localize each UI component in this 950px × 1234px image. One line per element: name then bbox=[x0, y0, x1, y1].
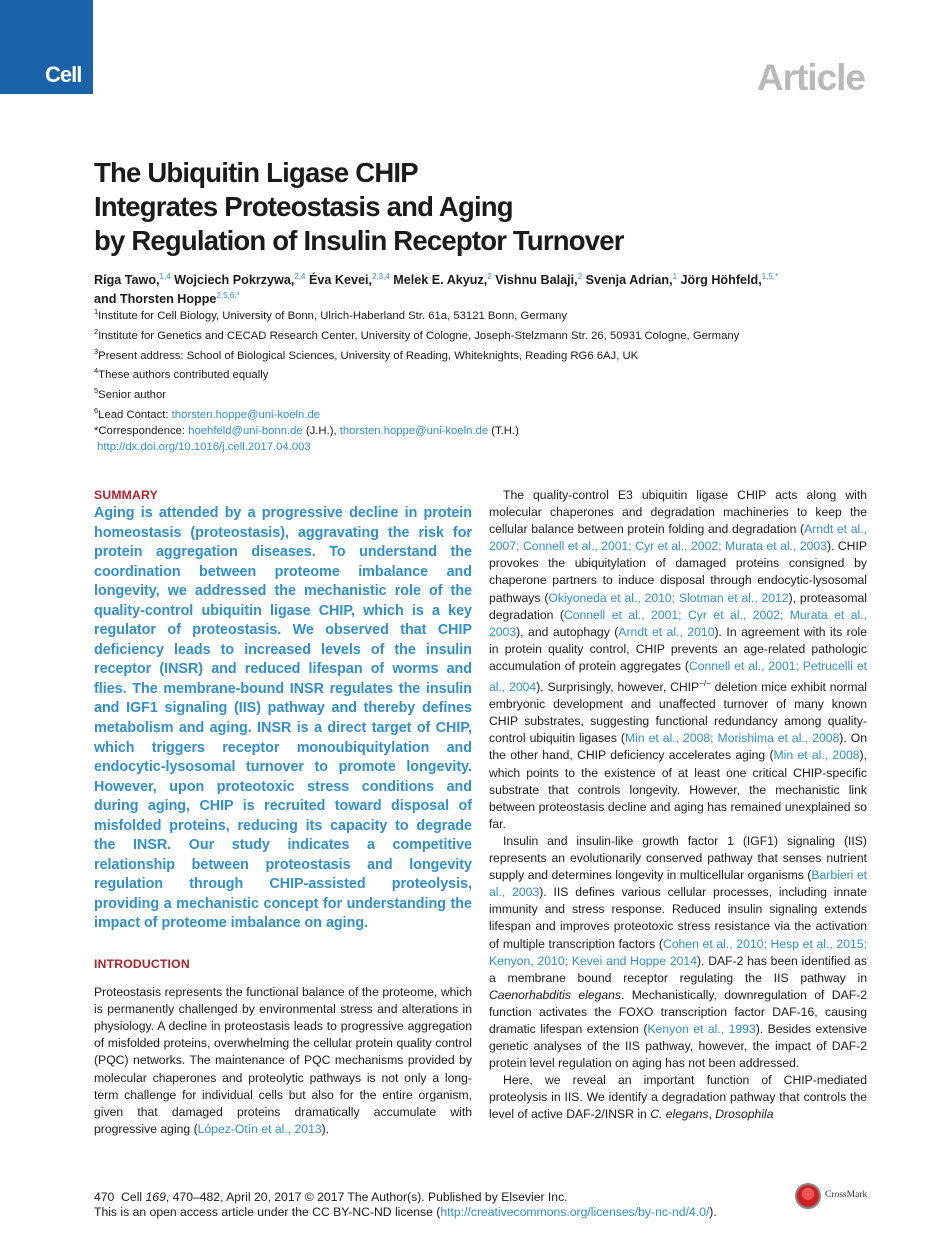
body-paragraph bbox=[489, 487, 867, 833]
author-affil-ref[interactable]: 2,3,4 bbox=[371, 272, 390, 281]
body-text: deletion mice exhibit normal embryonic development and unaffected turnover of many known CHIP substrates, suggesting functional redundancy among quality-control ubiquitin ligases ( bbox=[489, 680, 867, 746]
lead-contact-line bbox=[94, 403, 874, 423]
author-affil-ref[interactable]: 2 bbox=[487, 272, 492, 281]
summary-text: Aging is attended by a progressive decline in protein homeostasis (proteostasis), aggravating the risk for protein aggregation diseases. To understand the coordination between proteome imbalance and longevity, we addressed the mechanistic role of the quality-control ubiquitin ligase CHIP, which is a key regulator of proteostasis. We observed that CHIP deficiency leads to increased levels of the insulin receptor (INSR) and reduced lifespan of worms and flies. The membrane-bound INSR regulates the insulin and IGF1 signaling (IIS) pathway and thereby defines metabolism and aging. INSR is a direct target of CHIP, which triggers receptor monoubiquitylation and endocytic-lysosomal turnover to promote longevity. However, upon proteotoxic stress conditions and during aging, CHIP is recruited toward disposal of misfolded proteins, reducing its capacity to degrade the INSR. Our study indicates a competitive relationship between proteostasis and longevity regulation through CHIP-assisted proteolysis, providing a mechanistic concept for understanding the impact of proteome imbalance on aging. bbox=[94, 505, 472, 932]
superscript: −/− bbox=[699, 679, 711, 689]
page-footer bbox=[94, 1190, 794, 1220]
summary-heading: SUMMARY bbox=[94, 488, 158, 502]
author-name: and Thorsten Hoppe bbox=[94, 292, 217, 307]
body-text: Proteostasis represents the functional balance of the proteome, which is permanently challenged by environmental stress and alterations in physiology. A decline in proteostasis leads to progressive aggregation of misfolded proteins, overwhelming the cellular protein quality control (PQC) networks. The maintenance of PQC mechanisms provided by molecular chaperones and proteolytic pathways is not only a long-term challenge for individual cells but also for the entire organism, given that damaged proteins dramatically accumulate with progressive aging ( bbox=[94, 985, 472, 1136]
body-text: ), proteasomal degradation ( bbox=[489, 590, 868, 622]
author-name: Riga Tawo, bbox=[94, 273, 160, 288]
author-affil-ref[interactable]: 1,4 bbox=[159, 272, 171, 281]
body-text: ). Surprisingly, however, CHIP bbox=[536, 680, 700, 695]
affil-number: 3 bbox=[94, 346, 99, 356]
crossmark-badge[interactable] bbox=[795, 1182, 875, 1212]
correspondence-initials: (T.H.) bbox=[488, 424, 519, 437]
affil-number: 4 bbox=[94, 366, 99, 376]
author-affil-ref[interactable]: 2 bbox=[577, 272, 583, 281]
affiliation-line bbox=[94, 363, 874, 383]
affil-number: 2 bbox=[94, 326, 99, 336]
citation-link[interactable]: Okiyoneda et al., 2010; Slotman et al., 2012 bbox=[548, 590, 789, 605]
citation-link[interactable]: Cohen et al., 2010; Hesp et al., 2015; Kenyon, 2010; Kevei and Hoppe 2014 bbox=[489, 936, 867, 968]
introduction-paragraph bbox=[94, 984, 472, 1138]
correspondence-email-link[interactable]: hoehfeld@uni-bonn.de bbox=[188, 424, 303, 437]
lead-contact-email-link[interactable]: thorsten.hoppe@uni-koeln.de bbox=[171, 408, 321, 421]
affil-text: These authors contributed equally bbox=[98, 369, 269, 382]
affil-text: Institute for Cell Biology, University of Bonn, Ulrich-Haberland Str. 61a, 53121 Bonn, Germany bbox=[98, 309, 568, 322]
author-name: Jörg Höhfeld, bbox=[680, 273, 762, 288]
left-column bbox=[94, 487, 472, 1138]
license-link[interactable]: http://creativecommons.org/licenses/by-nc-nd/4.0/ bbox=[440, 1205, 710, 1219]
author-affil-ref[interactable]: 1 bbox=[672, 272, 678, 281]
body-text: Here, we reveal an important function of CHIP-mediated proteolysis in IIS. We identify a degradation pathway that controls the level of active DAF-2/INSR in bbox=[489, 1073, 867, 1122]
affiliation-line bbox=[94, 383, 874, 403]
author-name: Wojciech Pokrzywa, bbox=[174, 273, 295, 288]
correspondence-line bbox=[94, 423, 874, 439]
author-name: Melek E. Akyuz, bbox=[393, 273, 488, 288]
citation-link[interactable]: Connell et al., 2001; Petrucelli et al., 2004 bbox=[489, 658, 867, 695]
journal-logo bbox=[0, 0, 93, 94]
affiliation-line bbox=[94, 324, 874, 344]
correspondence-email-link[interactable]: thorsten.hoppe@uni-koeln.de bbox=[339, 424, 489, 437]
citation-line bbox=[94, 1190, 794, 1205]
body-text: ). bbox=[321, 1121, 330, 1136]
citation-link[interactable]: Arndt et al., 2010 bbox=[618, 624, 715, 639]
citation-details: , 470–482, April 20, 2017 © 2017 The Author(s). Published by Elsevier Inc. bbox=[165, 1190, 568, 1204]
citation-link[interactable]: Kenyon et al., 1993 bbox=[647, 1021, 756, 1036]
correspondence-initials: (J.H.), bbox=[302, 424, 340, 437]
article-type-label: Article bbox=[756, 57, 865, 98]
body-text: Insulin and insulin-like growth factor 1 (IGF1) signaling (IIS) represents an evolutionarily conserved pathway that senses nutrient supply and determines longevity in multicellular organisms ( bbox=[489, 833, 867, 883]
affil-number: 1 bbox=[94, 307, 99, 316]
title-line: The Ubiquitin Ligase CHIP bbox=[94, 157, 418, 188]
affil-text: Present address: School of Biological Sciences, University of Reading, Whiteknights, Reading RG6 6AJ, UK bbox=[98, 349, 639, 362]
author-affil-ref[interactable]: 2,5,6,* bbox=[216, 291, 240, 301]
lead-contact-label: Lead Contact: bbox=[98, 408, 172, 421]
journal-name: Cell bbox=[121, 1190, 146, 1204]
body-text: ). In agreement with its role in protein quality control, CHIP prevents an age-related pathologic accumulation of protein aggregates ( bbox=[489, 624, 867, 673]
journal-logo-text: Cell bbox=[45, 62, 82, 87]
introduction-heading: INTRODUCTION bbox=[94, 957, 190, 972]
title-line: Integrates Proteostasis and Aging bbox=[94, 191, 513, 222]
body-text: ). On the other hand, CHIP deficiency accelerates aging ( bbox=[489, 731, 867, 763]
crossmark-label: CrossMark bbox=[825, 1190, 868, 1200]
affil-text: Senior author bbox=[98, 388, 166, 401]
author-name: Svenja Adrian, bbox=[585, 273, 673, 288]
affiliations bbox=[94, 304, 874, 455]
license-line bbox=[94, 1205, 794, 1220]
body-text: , bbox=[708, 1107, 716, 1122]
doi-link[interactable]: http://dx.doi.org/10.1016/j.cell.2017.04.003 bbox=[97, 440, 311, 453]
citation-link[interactable]: Arndt et al., 2007; Connell et al., 2001; Cyr et al., 2002; Murata et al., 2003 bbox=[489, 522, 868, 554]
author-list bbox=[94, 269, 874, 307]
correspondence-label: *Correspondence: bbox=[94, 424, 189, 437]
right-column bbox=[489, 487, 867, 1124]
license-end: ). bbox=[709, 1205, 717, 1219]
affiliation-line bbox=[94, 304, 874, 324]
citation-link[interactable]: Min et al., 2008; Morishima et al., 2008 bbox=[624, 731, 840, 746]
title-line: by Regulation of Insulin Receptor Turnover bbox=[94, 225, 624, 256]
article-title bbox=[94, 156, 794, 258]
citation-link[interactable]: Barbieri et al., 2003 bbox=[489, 868, 868, 900]
author-affil-ref[interactable]: 1,5,* bbox=[761, 272, 779, 281]
italic-term: Drosophila bbox=[715, 1107, 774, 1122]
italic-term: Caenorhabditis elegans bbox=[489, 987, 622, 1002]
body-text: ). Besides extensive genetic analyses of the IIS pathway, however, the impact of DAF-2 protein level regulation on aging has not been addressed. bbox=[489, 1021, 867, 1071]
body-text: . Mechanistically, downregulation of DAF-2 function activates the FOXO transcription factor DAF-16, causing dramatic lifespan extension ( bbox=[489, 987, 867, 1036]
body-text: ), which points to the existence of at least one critical CHIP-specific substrate that controls longevity. However, the mechanistic link between proteostasis decline and aging has remained unexplained so far. bbox=[489, 748, 867, 831]
crossmark-icon bbox=[795, 1183, 821, 1209]
affil-number: 6 bbox=[94, 405, 99, 415]
italic-term: C. elegans bbox=[650, 1107, 709, 1122]
body-text: ). IIS defines various cellular processes, including innate immunity and stress response. Reduced insulin signaling extends lifespan and improves proteotoxic stress resistance via the activation of multiple transcription factors ( bbox=[489, 885, 867, 951]
doi-line bbox=[94, 439, 874, 455]
body-text: ). CHIP provokes the ubiquitylation of damaged proteins consigned by chaperone partners to induce disposal through endocytic-lysosomal pathways ( bbox=[489, 539, 867, 605]
body-paragraph bbox=[489, 833, 867, 1072]
body-text: ), and autophagy ( bbox=[516, 624, 619, 639]
journal-volume: 169 bbox=[145, 1190, 166, 1204]
affiliation-line bbox=[94, 344, 874, 364]
body-paragraph bbox=[489, 1072, 867, 1123]
citation-link[interactable]: Min et al., 2008 bbox=[773, 748, 860, 763]
citation-link[interactable]: Connell et al., 2001; Cyr et al., 2002; Murata et al., 2003 bbox=[489, 607, 867, 639]
page-number: 470 bbox=[94, 1190, 115, 1204]
license-text: This is an open access article under the CC BY-NC-ND license ( bbox=[94, 1205, 441, 1219]
citation-link[interactable]: López-Otín et al., 2013 bbox=[197, 1121, 322, 1136]
affil-text: Institute for Genetics and CECAD Research Center, University of Cologne, Joseph-Stelzmann Str. 26, 50931 Cologne, Germany bbox=[98, 329, 740, 342]
body-text: The quality-control E3 ubiquitin ligase CHIP acts along with molecular chaperones and degradation machineries to keep the cellular balance between protein folding and degradation ( bbox=[489, 488, 867, 537]
author-name: Vishnu Balaji, bbox=[495, 273, 578, 288]
author-affil-ref[interactable]: 2,4 bbox=[294, 272, 306, 281]
body-text: ). DAF-2 has been identified as a membrane bound receptor regulating the IIS pathway in bbox=[489, 953, 867, 985]
author-name: Éva Kevei, bbox=[308, 273, 372, 288]
affil-number: 5 bbox=[94, 386, 99, 396]
